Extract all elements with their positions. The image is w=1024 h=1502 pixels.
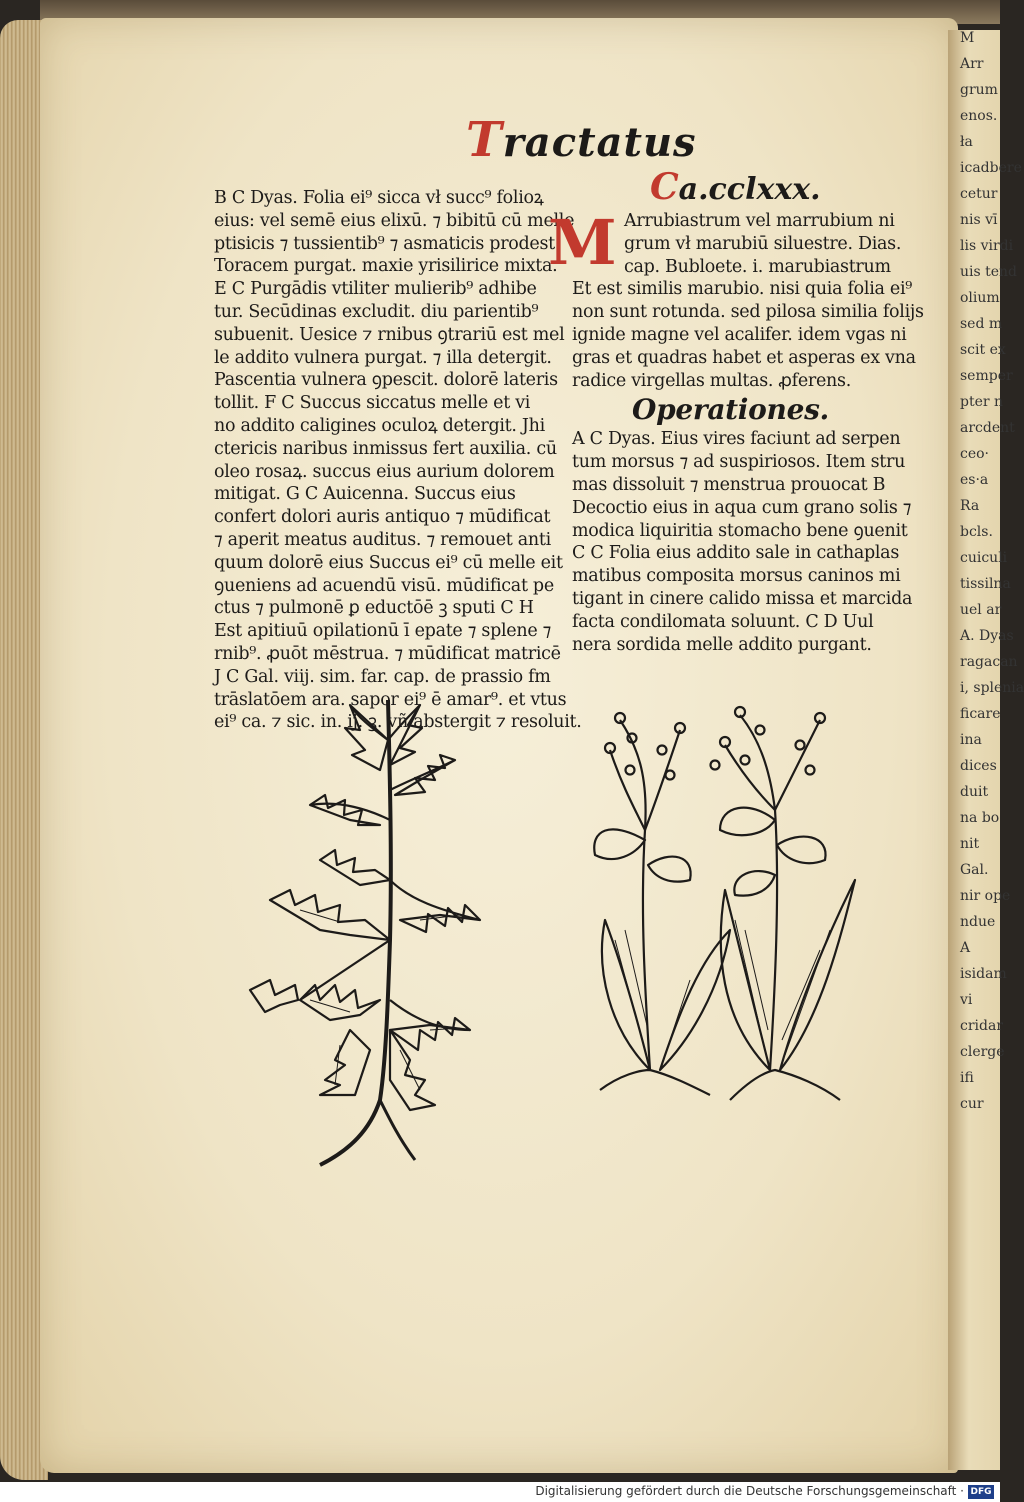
next-page-line: olium (960, 290, 1000, 306)
next-page-line: scit ex (960, 342, 1006, 358)
next-page-line: vi (960, 992, 973, 1008)
text-line: modica liquiritia stomacho bene ꝯuenit (572, 520, 908, 541)
text-line: ignide magne vel acalifer. idem vgas ni (572, 324, 907, 345)
footer-credit: Digitalisierung gefördert durch die Deutsche Forschungsgemeinschaft · (535, 1484, 964, 1498)
next-page-line: ifi (960, 1070, 974, 1086)
text-line: confert dolori auris antiquo ⁊ mūdificat (214, 507, 551, 528)
text-line: mitigat. G C Auicenna. Succus eius (214, 484, 516, 505)
page-title (466, 112, 697, 168)
next-page-line: ndue (960, 914, 996, 930)
text-line: Et est similis marubio. nisi quia folia ei⁹ (572, 279, 912, 300)
text-line: Est apitiuū opilationū ī epate ⁊ splene ⁊ (214, 621, 552, 642)
text-line: ctus ⁊ pulmonē ꝑ eductōē ꝫ sputi C H (214, 598, 534, 619)
next-page-line: cetur (960, 186, 998, 202)
next-page-line: A. Dyas (960, 628, 1014, 644)
chapter-initial: C (650, 166, 679, 208)
next-page-line: bcls. (960, 524, 993, 540)
dfg-logo-icon: DFG (968, 1485, 994, 1499)
text-line: E C Purgādis vtiliter mulierib⁹ adhibe (214, 279, 537, 300)
next-page-strip (948, 30, 1024, 1470)
right-text-column (572, 210, 924, 656)
text-line: tum morsus ⁊ ad suspiriosos. Item stru (572, 452, 906, 473)
next-page-line: ragacan (960, 654, 1018, 670)
title-text: ractatus (502, 119, 697, 166)
left-text-column (214, 187, 582, 734)
next-page-line: ina (960, 732, 982, 748)
next-page-line: arcdent (960, 420, 1015, 436)
text-line: facta condilomata soluunt. C D Uul (572, 611, 874, 632)
next-page-line: es·a (960, 472, 989, 488)
text-line: mas dissoluit ⁊ menstrua prouocat B (572, 474, 886, 495)
next-page-line: dices (960, 758, 997, 774)
next-page-line: enos. (960, 108, 998, 124)
text-line: tur. Secūdinas excludit. diu parientib⁹ (214, 301, 539, 322)
next-page-line: cur (960, 1096, 984, 1112)
text-line: eius: vel semē eius elixū. ⁊ bibitū cū melle (214, 210, 575, 231)
next-page-line: A (960, 940, 971, 956)
next-page-line: nit (960, 836, 980, 852)
next-page-line: isidam (960, 966, 1007, 982)
holly-plant-woodcut (240, 700, 530, 1170)
text-line: nera sordida melle addito purgant. (572, 634, 872, 655)
operations-heading: Operationes. (632, 393, 830, 427)
next-page-line: uis tend (960, 264, 1018, 280)
next-page-line: Gal. (960, 862, 989, 878)
text-line: ꝯueniens ad acuendū visū. mūdificat pe (214, 575, 554, 596)
text-line: subuenit. Uesice ⁊ rnibus ꝯtrariū est mel (214, 324, 565, 345)
next-page-line: uel ar (960, 602, 1002, 618)
text-line: ptisicis ⁊ tussientib⁹ ⁊ asmaticis prodest: (214, 233, 561, 254)
next-page-text (948, 30, 1024, 1122)
text-line: ei⁹ ca. ⁊ sic. in. ij. ꝫ. vñ abstergit ⁊ resoluit. (214, 712, 582, 733)
text-line: trāslatōem ara. sapor ei⁹ ē amar⁹. et vtus (214, 689, 567, 710)
next-page-line: cuiculi (960, 550, 1008, 566)
text-line: oleo rosaꝝ. succus eius aurium dolorem (214, 461, 555, 482)
text-line: tollit. F C Succus siccatus melle et vi (214, 393, 531, 414)
text-line: ctericis naribus inmissus fert auxilia. cū (214, 438, 557, 459)
next-page-line: icadbere (960, 160, 1022, 176)
text-line: non sunt rotunda. sed pilosa similia folijs (572, 302, 924, 323)
text-line: rnib⁹. ꝓuōt mēstrua. ⁊ mūdificat matricē (214, 643, 561, 664)
next-page-line: tissilna (960, 576, 1011, 592)
next-page-line: i, splenia (960, 680, 1024, 696)
next-page-line: ła (960, 134, 973, 150)
next-page-line: na bo (960, 810, 1000, 826)
text-line: B C Dyas. Folia ei⁹ sicca vł succ⁹ folioꝝ (214, 188, 544, 208)
next-page-line: sed m (960, 316, 1003, 332)
title-initial: T (466, 112, 503, 168)
text-line: A C Dyas. Eius vires faciunt ad serpen (572, 429, 901, 450)
text-line: Arrubiastrum vel marrubium ni (624, 211, 895, 231)
text-line: le addito vulnera purgat. ⁊ illa detergit. (214, 347, 552, 368)
chapter-heading (650, 166, 830, 206)
text-line: radice virgellas multas. ꝓferens. (572, 370, 851, 391)
next-page-line: Ra (960, 498, 980, 514)
marrubiastrum-plant-woodcut (570, 690, 870, 1110)
next-page-line: lis virdi (960, 238, 1014, 254)
next-page-line: Arr (960, 56, 984, 72)
next-page-line: ficare (960, 706, 1001, 722)
text-line: cap. Bubloete. i. marubiastrum (624, 256, 891, 277)
next-page-line: cridar (960, 1018, 1004, 1034)
text-line: no addito caligines oculoꝝ detergit. Jhi (214, 415, 545, 436)
text-line: Decoctio eius in aqua cum grano solis ⁊ (572, 497, 912, 518)
text-line: C C Folia eius addito sale in cathaplas (572, 543, 899, 564)
text-line: gras et quadras habet et asperas ex vna (572, 347, 916, 368)
text-line: ⁊ aperit meatus auditus. ⁊ remouet anti (214, 529, 551, 550)
footer-bar (0, 1482, 1000, 1502)
text-line: Toracem purgat. maxie yrisilirice mixta. (214, 256, 558, 277)
next-page-line: M (960, 30, 975, 46)
text-line: quum dolorē eius Succus ei⁹ cū melle eit (214, 552, 563, 573)
text-line: matibus composita morsus caninos mi (572, 566, 901, 587)
next-page-line: nis vī (960, 212, 998, 228)
next-page-line: semper (960, 368, 1013, 384)
chapter-number: a.cclxxx. (678, 172, 821, 207)
text-line: tigant in cinere calido missa et marcida (572, 588, 913, 609)
text-line: Pascentia vulnera ꝯpescit. dolorē lateris (214, 370, 558, 391)
next-page-line: ceo· (960, 446, 990, 462)
text-line: J C Gal. viij. sim. far. cap. de prassio fm (214, 666, 551, 687)
next-page-line: duit (960, 784, 989, 800)
text-line: grum vł marubiū siluestre. Dias. (624, 233, 902, 254)
next-page-line: pter n (960, 394, 1004, 410)
next-page-line: nir ope (960, 888, 1011, 904)
next-page-line: clerge (960, 1044, 1005, 1060)
next-page-line: grum (960, 82, 998, 98)
drop-cap-initial: M (548, 206, 617, 279)
